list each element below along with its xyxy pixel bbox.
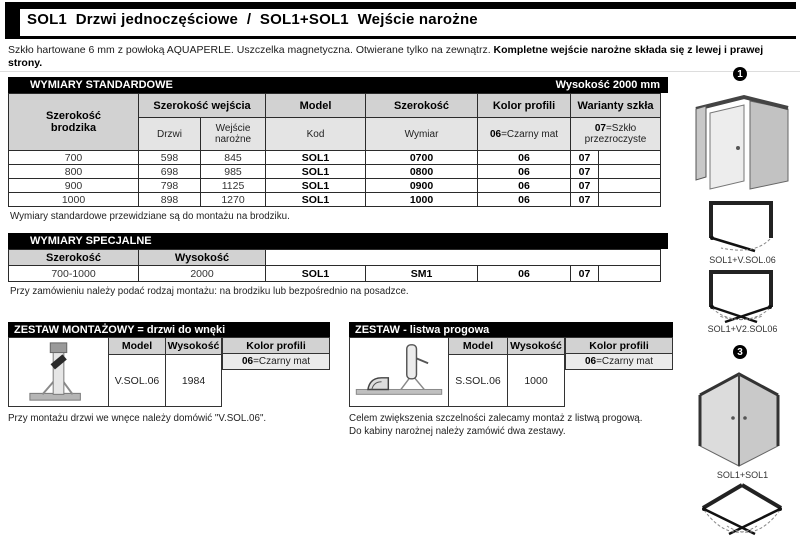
standard-dimensions-section xyxy=(8,77,668,222)
wall-profile-drawing xyxy=(11,339,107,405)
threshold-strip-drawing xyxy=(352,339,446,405)
mounting-kit-note: Przy montażu drzwi we wnęce należy domówić "V.SOL.06". xyxy=(8,413,267,424)
table-row xyxy=(9,151,661,165)
standard-section-title: WYMIARY STANDARDOWE xyxy=(30,79,173,91)
threshold-model-header: Model xyxy=(449,338,507,355)
col-glass-variants: Warianty szkła xyxy=(571,94,661,118)
diagram-badge-1: 1 xyxy=(733,67,747,81)
section-divider xyxy=(0,71,800,72)
cell-code: SOL1 xyxy=(266,151,366,165)
product-description xyxy=(8,44,794,70)
corner-mark xyxy=(5,2,20,37)
table-row xyxy=(9,179,661,193)
mounting-model-column xyxy=(109,338,165,406)
mounting-height-column xyxy=(165,338,221,406)
mounting-kit-table xyxy=(8,337,330,409)
niche-plan-view-v2 xyxy=(707,267,775,324)
cell-glass: 07 xyxy=(571,165,599,179)
subcol-code: Kod xyxy=(266,118,366,151)
cell-dim: 1000 xyxy=(366,193,478,207)
special-section-title: WYMIARY SPECJALNE xyxy=(30,235,152,247)
mounting-color-header: Kolor profili xyxy=(222,337,330,354)
cell-door: 698 xyxy=(139,165,201,179)
threshold-height-column xyxy=(507,338,564,406)
cell-spacer xyxy=(599,193,661,207)
cell-color: 06 xyxy=(478,193,571,207)
threshold-model-column xyxy=(449,338,507,406)
cell-dim: 0900 xyxy=(366,179,478,193)
cell-color: 06 xyxy=(478,165,571,179)
subcol-color-legend xyxy=(478,118,571,151)
header-spacer xyxy=(266,250,661,266)
description-normal: Szkło hartowane 6 mm z powłoką AQUAPERLE. Uszczelka magnetyczna. Otwierane tylko na zewnątrz. xyxy=(8,44,494,56)
cell-special-width: 700-1000 xyxy=(9,266,139,282)
col-special-width: Szerokość xyxy=(9,250,139,266)
mounting-height-value: 1984 xyxy=(181,374,206,387)
subcol-glass-legend xyxy=(571,118,661,151)
cell-code: SOL1 xyxy=(266,179,366,193)
wall-profile-image xyxy=(9,338,109,406)
cell-entry: 845 xyxy=(201,151,266,165)
cell-door: 598 xyxy=(139,151,201,165)
table-row xyxy=(9,193,661,207)
col-width: Szerokość xyxy=(366,94,478,118)
table-row xyxy=(9,165,661,179)
cell-entry: 1125 xyxy=(201,179,266,193)
cell-color: 06 xyxy=(478,151,571,165)
glass-name: =Szkło przezroczyste xyxy=(584,123,647,145)
col-special-height: Wysokość xyxy=(139,250,266,266)
special-header-row xyxy=(9,250,661,266)
mounting-model-header: Model xyxy=(109,338,165,355)
niche-plan-view xyxy=(707,198,775,254)
cell-spacer xyxy=(599,266,661,282)
col-tray-width xyxy=(9,94,139,151)
color-name: =Czarny mat xyxy=(501,128,559,140)
cell-entry: 1270 xyxy=(201,193,266,207)
color-name: =Czarny mat xyxy=(596,356,654,367)
col-entry-width: Szerokość wejścia xyxy=(139,94,266,118)
threshold-color-column xyxy=(565,337,673,370)
diagram-label-niche-kit2: SOL1+V2.SOL06 xyxy=(707,324,778,334)
cell-color: 06 xyxy=(478,179,571,193)
cell-code: SOL1 xyxy=(266,266,366,282)
diagram-badge-3: 3 xyxy=(733,345,747,359)
special-table xyxy=(8,249,661,282)
threshold-note-2: Do kabiny narożnej należy zamówić dwa zestawy. xyxy=(349,425,566,437)
threshold-kit-bar xyxy=(349,322,673,337)
threshold-kit-title: ZESTAW - listwa progowa xyxy=(355,323,490,336)
color-code: 06 xyxy=(489,128,502,140)
niche-door-3d-drawing xyxy=(692,85,792,195)
cell-glass: 07 xyxy=(571,193,599,207)
glass-code: 07 xyxy=(594,123,606,134)
description-bold: Kompletne wejście narożne składa się z lewej i prawej strony. xyxy=(8,44,764,69)
special-note: Przy zamówieniu należy podać rodzaj montażu: na brodziku lub bezpośrednio na posadzce. xyxy=(10,286,409,297)
mounting-kit-section xyxy=(8,322,330,426)
mounting-kit-box xyxy=(8,337,222,407)
diagram-label-niche-kit: SOL1+V.SOL.06 xyxy=(709,255,776,265)
threshold-kit-notes xyxy=(349,413,673,438)
standard-table xyxy=(8,93,661,207)
diagram-column xyxy=(685,58,800,543)
corner-entry-3d-drawing xyxy=(692,362,792,468)
mounting-kit-title: ZESTAW MONTAŻOWY = drzwi do wnęki xyxy=(14,323,226,336)
threshold-height-header: Wysokość xyxy=(508,338,564,355)
top-rule xyxy=(5,2,796,9)
cell-spacer xyxy=(599,151,661,165)
title-rule xyxy=(5,36,796,39)
cell-tray: 900 xyxy=(9,179,139,193)
cell-dim: 0800 xyxy=(366,165,478,179)
threshold-color-header: Kolor profili xyxy=(565,337,673,354)
color-name: =Czarny mat xyxy=(253,356,311,367)
cell-tray: 700 xyxy=(9,151,139,165)
cell-glass: 07 xyxy=(571,266,599,282)
subcol-door: Drzwi xyxy=(139,118,201,151)
cell-glass: 07 xyxy=(571,151,599,165)
threshold-model-value: S.SOL.06 xyxy=(455,374,501,387)
subcol-dimension: Wymiar xyxy=(366,118,478,151)
cell-glass: 07 xyxy=(571,179,599,193)
cell-entry: 985 xyxy=(201,165,266,179)
subcol-corner-entry: Wejście narożne xyxy=(201,118,266,151)
threshold-kit-box xyxy=(349,337,565,407)
mounting-kit-bar xyxy=(8,322,330,337)
special-section-bar xyxy=(8,233,668,249)
standard-header-row-1 xyxy=(9,94,661,118)
threshold-note-1: Celem zwiększenia szczelności zalecamy montaż z listwą progową. xyxy=(349,413,643,424)
page-title: SOL1 Drzwi jednoczęściowe / SOL1+SOL1 Wejście narożne xyxy=(27,11,478,28)
col-tray-width-line2: brodzika xyxy=(50,122,97,134)
color-code: 06 xyxy=(241,356,254,367)
col-model: Model xyxy=(266,94,366,118)
corner-plan-view xyxy=(699,482,785,543)
cell-special-height: 2000 xyxy=(139,266,266,282)
cell-color: 06 xyxy=(478,266,571,282)
standard-note: Wymiary standardowe przewidziane są do montażu na brodziku. xyxy=(10,211,290,222)
threshold-kit-section xyxy=(349,322,673,438)
special-dimensions-section xyxy=(8,233,668,297)
cell-door: 798 xyxy=(139,179,201,193)
cell-code: SOL1 xyxy=(266,193,366,207)
threshold-kit-table xyxy=(349,337,673,409)
col-profile-color: Kolor profili xyxy=(478,94,571,118)
diagram-label-corner: SOL1+SOL1 xyxy=(716,470,769,480)
cell-code: SOL1 xyxy=(266,165,366,179)
cell-spacer xyxy=(599,165,661,179)
mounting-model-value: V.SOL.06 xyxy=(114,374,160,387)
standard-section-bar xyxy=(8,77,668,93)
col-tray-width-line1: Szerokość xyxy=(45,110,102,122)
cell-dim: SM1 xyxy=(366,266,478,282)
cell-tray: 1000 xyxy=(9,193,139,207)
cell-door: 898 xyxy=(139,193,201,207)
mounting-color-column xyxy=(222,337,330,370)
cell-spacer xyxy=(599,179,661,193)
threshold-strip-image xyxy=(350,338,449,406)
color-code: 06 xyxy=(584,356,597,367)
table-row xyxy=(9,266,661,282)
mounting-color-value xyxy=(222,354,330,370)
threshold-height-value: 1000 xyxy=(524,374,548,387)
standard-height-note: Wysokość 2000 mm xyxy=(555,79,660,91)
mounting-height-header: Wysokość xyxy=(166,338,221,355)
cell-tray: 800 xyxy=(9,165,139,179)
cell-dim: 0700 xyxy=(366,151,478,165)
threshold-color-value xyxy=(565,354,673,370)
